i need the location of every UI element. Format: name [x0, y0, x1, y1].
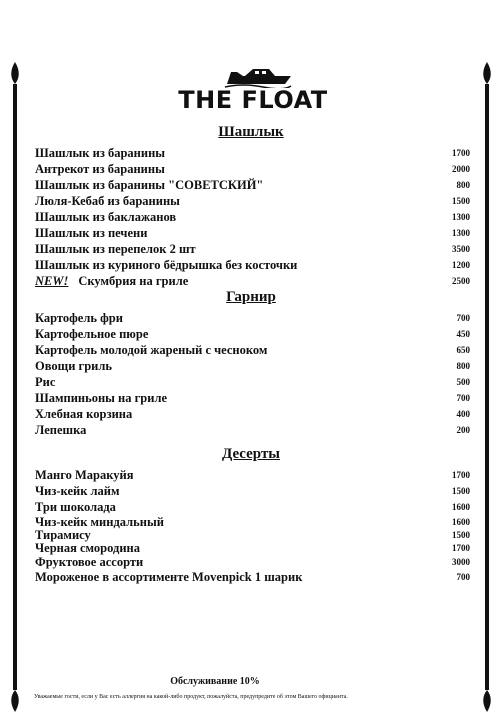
menu-item-name: Лепешка [35, 423, 87, 437]
menu-item-price: 1300 [452, 228, 470, 238]
menu-item-name: Шашлык из куриного бёдрышка без косточки [35, 258, 298, 272]
menu-item-name: Хлебная корзина [35, 407, 133, 421]
menu-item-price: 3000 [452, 557, 470, 567]
menu-item-name: Мороженое в ассортименте Movenpick 1 шарик [35, 570, 303, 584]
menu-item [35, 500, 470, 516]
menu-item-price: 700 [456, 572, 470, 582]
menu-item-price: 400 [456, 409, 470, 419]
menu-item [35, 391, 470, 407]
menu-item-name: Картофель молодой жареный с чесноком [35, 343, 268, 357]
menu-item-price: 500 [456, 377, 470, 387]
menu-item-name: Картофель фри [35, 311, 123, 325]
menu-item-price: 800 [456, 180, 470, 190]
menu-item-name: Овощи гриль [35, 359, 112, 373]
menu-item [35, 484, 470, 500]
menu-item-price: 1700 [452, 543, 470, 553]
menu-item [35, 311, 470, 327]
menu-item-price: 1300 [452, 212, 470, 222]
menu-item [35, 555, 470, 571]
menu-item [35, 210, 470, 226]
right-ornament-border [480, 62, 494, 712]
menu-item [35, 359, 470, 375]
boat-icon [223, 66, 293, 88]
left-ornament-border [8, 62, 22, 712]
section-title: Гарнир [226, 289, 276, 305]
menu-item [35, 375, 470, 391]
menu-item [35, 194, 470, 210]
menu-item-name: Фруктовое ассорти [35, 555, 144, 569]
menu-item-price: 450 [456, 329, 470, 339]
menu-item-name: Три шоколада [35, 500, 116, 514]
menu-item [35, 146, 470, 162]
menu-item-name: Шампиньоны на гриле [35, 391, 168, 405]
menu-item [35, 274, 470, 290]
menu-item-price: 3500 [452, 244, 470, 254]
section-title: Шашлык [218, 124, 284, 140]
menu-item-name: Шашлык из перепелок 2 шт [35, 242, 196, 256]
menu-item-name: Рис [35, 375, 56, 389]
new-badge: NEW! [35, 274, 69, 288]
menu-item [35, 468, 470, 484]
menu-item [35, 162, 470, 178]
menu-item-name: Шашлык из баклажанов [35, 210, 177, 224]
menu-item-price: 2000 [452, 164, 470, 174]
menu-item-price: 1500 [452, 530, 470, 540]
service-charge: Обслуживание 10% [170, 676, 260, 687]
menu-item-price: 1500 [452, 486, 470, 496]
menu-item [35, 226, 470, 242]
menu-item-price: 1200 [452, 260, 470, 270]
menu-item-price: 1700 [452, 470, 470, 480]
menu-item-price: 1600 [452, 517, 470, 527]
menu-item-name: Шашлык из печени [35, 226, 148, 240]
menu-item-name: Чиз-кейк лайм [35, 484, 120, 498]
menu-item-name: Манго Маракуйя [35, 468, 134, 482]
menu-item [35, 327, 470, 343]
menu-item-price: 200 [456, 425, 470, 435]
menu-item-name: Антрекот из баранины [35, 162, 165, 176]
menu-item-price: 700 [456, 313, 470, 323]
menu-item-name: Чиз-кейк миндальный [35, 515, 164, 529]
menu-item-name: NEW! Скумбрия на гриле [35, 274, 189, 288]
menu-item [35, 258, 470, 274]
menu-item [35, 570, 470, 586]
section-title: Десерты [221, 446, 281, 462]
menu-item-price: 1500 [452, 196, 470, 206]
menu-item-price: 800 [456, 361, 470, 371]
brand-name: THE FLOAT [178, 86, 328, 114]
menu-item-price: 650 [456, 345, 470, 355]
menu-item-price: 1600 [452, 502, 470, 512]
menu-item-name: Картофельное пюре [35, 327, 149, 341]
menu-item-name: Шашлык из баранины "СОВЕТСКИЙ" [35, 178, 264, 192]
allergy-note: Уважаемые гости, если у Вас есть аллергия на какой-либо продукт, пожалуйста, предупредите об этом Вашего официанта. [34, 694, 348, 700]
menu-item [35, 423, 470, 439]
menu-item-price: 700 [456, 393, 470, 403]
brand-logo [178, 66, 328, 116]
menu-item [35, 242, 470, 258]
menu-item-name: Шашлык из баранины [35, 146, 166, 160]
menu-item-price: 2500 [452, 276, 470, 286]
menu-item-name: Люля-Кебаб из баранины [35, 194, 180, 208]
menu-item [35, 407, 470, 423]
menu-item-name: Черная смородина [35, 541, 140, 555]
menu-item [35, 178, 470, 194]
menu-item-price: 1700 [452, 148, 470, 158]
menu-item [35, 343, 470, 359]
menu-item-name: Тирамису [35, 528, 91, 542]
